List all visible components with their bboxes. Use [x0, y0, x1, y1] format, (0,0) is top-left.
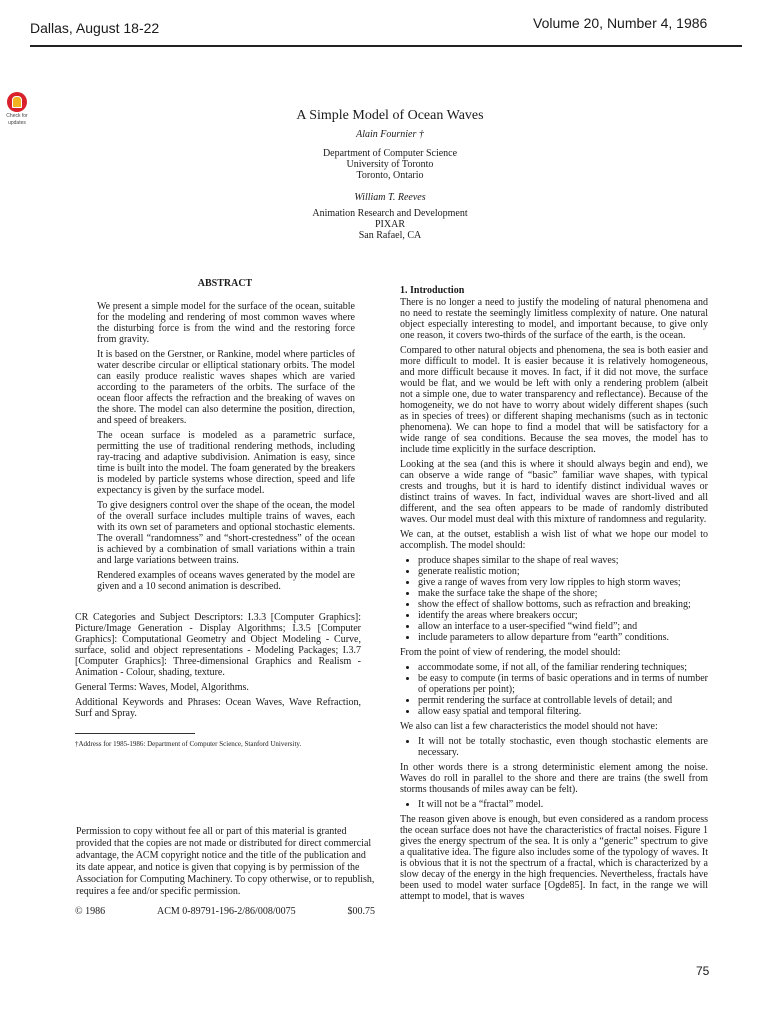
author-name: William T. Reeves: [354, 192, 426, 203]
affiliation-line: University of Toronto: [346, 159, 434, 170]
copyright-price: $00.75: [347, 906, 375, 917]
list-item: • give a range of waves from very low ripples to high storm waves;: [418, 577, 708, 588]
affiliation-line: Animation Research and Development: [312, 208, 468, 219]
list-item: • identify the areas where breakers occur;: [418, 610, 708, 621]
crossmark-icon: [7, 92, 27, 112]
list-item: • generate realistic motion;: [418, 566, 708, 577]
section-heading-introduction: 1. Introduction: [400, 285, 465, 296]
classification-block: [75, 612, 361, 723]
list-item: • make the surface take the shape of the shore;: [418, 588, 708, 599]
affiliation-line: Toronto, Ontario: [356, 170, 424, 181]
list-item: • It will not be a “fractal” model.: [418, 799, 708, 810]
intro-paragraph: There is no longer a need to justify the modeling of natural phenomena and no need to restate the seemingly limitless complexity of nature. One natural object especially interesting to model, and important because, to give only one reason, it covers two-thirds of the surface of the earth, is the ocean.: [400, 297, 708, 341]
paper-title: A Simple Model of Ocean Waves: [296, 108, 484, 123]
keywords: Additional Keywords and Phrases: Ocean Waves, Wave Refraction, Surf and Spray.: [75, 697, 361, 719]
wish-list: [400, 555, 708, 643]
running-header-right: Volume 20, Number 4, 1986: [533, 15, 708, 31]
page-number: 75: [696, 964, 710, 978]
abstract-paragraph: The ocean surface is modeled as a parametric surface, permitting the use of traditional rendering methods, including ray-tracing and adaptive subdivision. Animation is easy, since time is built into the model. The foam generated by the breakers is modeled by particle systems whose direction, speed and life expectancy is given by the surface model.: [97, 430, 355, 496]
abstract-paragraph: Rendered examples of oceans waves generated by the model are given and a 10 second animation is described.: [97, 570, 355, 592]
badge-label-2: updates: [8, 120, 26, 126]
running-header-left: Dallas, August 18-22: [30, 20, 160, 36]
check-for-updates-badge[interactable]: [5, 92, 29, 126]
list-item: • permit rendering the surface at controllable levels of detail; and: [418, 695, 708, 706]
permission-notice: Permission to copy without fee all or part of this material is granted provided that the copies are not made or distributed for direct commercial advantage, the ACM copyright notice and the title of the publication and its date appear, and notice is given that copying is by permission of the Association for Computing Machinery. To copy otherwise, or to republish, requires a fee and/or specific permission.: [76, 826, 375, 897]
affiliation-line: Department of Computer Science: [322, 148, 458, 159]
list-item: • produce shapes similar to the shape of real waves;: [418, 555, 708, 566]
intro-paragraph: Looking at the sea (and this is where it should always begin and end), we can observe a wide range of “basic” familiar wave shapes, with typical crests and troughs, but it is hard to identify distinct individual waves or distinct trains of waves. In fact, individual waves are short-lived and all different, and the sea often appears to be made of randomly distributed waves. Our model must deal with this mixture of randomness and regularity.: [400, 459, 708, 525]
abstract-heading: ABSTRACT: [197, 278, 253, 289]
affiliation-line: San Rafael, CA: [358, 230, 422, 241]
copyright-year: © 1986: [75, 906, 106, 917]
rendering-list: [400, 662, 708, 717]
author-name: Alain Fournier †: [356, 129, 424, 140]
list-item: • accommodate some, if not all, of the familiar rendering techniques;: [418, 662, 708, 673]
list-item: • show the effect of shallow bottoms, such as refraction and breaking;: [418, 599, 708, 610]
general-terms: General Terms: Waves, Model, Algorithms.: [75, 682, 249, 693]
intro-paragraph: From the point of view of rendering, the model should:: [400, 647, 621, 658]
abstract-paragraph: We present a simple model for the surface of the ocean, suitable for the modeling and rendering of most common waves where the disturbing force is from the wind and the restoring force from gravity.: [97, 301, 355, 345]
not-list: [400, 736, 708, 758]
footnote: †Address for 1985-1986: Department of Computer Science, Stanford University.: [75, 740, 302, 748]
list-item: • allow easy spatial and temporal filtering.: [418, 706, 708, 717]
intro-paragraph: We can, at the outset, establish a wish list of what we hope our model to accomplish. The model should:: [400, 529, 708, 551]
list-item: • include parameters to allow departure from “earth” conditions.: [418, 632, 708, 643]
abstract-body: [97, 301, 355, 596]
copyright-line: [75, 906, 375, 917]
footnote-rule: [75, 733, 195, 734]
abstract-paragraph: It is based on the Gerstner, or Rankine, model where particles of water describe circular or elliptical stationary orbits. The model can easily produce realistic waves shapes which are varied according to the parameters of the orbits. The surface of the ocean floor affects the refraction and the breaking of waves on the shore. The model can also determine the position, direction, and speed of breakers.: [97, 349, 355, 426]
not-list: [400, 799, 708, 810]
header-rule: [30, 45, 742, 47]
cr-categories: CR Categories and Subject Descriptors: I.3.3 [Computer Graphics]: Picture/Image Generation - Display Algorithms; I.3.5 [Computer Graphics]: Computational Geometry and Object Modeling - Curve, surface, solid and object representations - Modeling Packages; I.3.7 [Computer Graphics]: Three-dimensional Graphics and Realism - Animation - Colour, shading, texture.: [75, 612, 361, 678]
intro-paragraph: We also can list a few characteristics the model should not have:: [400, 721, 658, 732]
author-affiliation: [200, 148, 580, 181]
affiliation-line: PIXAR: [374, 219, 405, 230]
author-affiliation: [200, 208, 580, 241]
intro-paragraph: The reason given above is enough, but even considered as a random process the ocean surface does not have the characteristics of fractal noises. Figure 1 gives the energy spectrum of the sea. It is only a “generic” spectrum to give a qualitative idea. The figure also includes some of the typology of waves. It is obvious that it is not the spectrum of a fractal, which is characterized by a slow decay of the energy in the high frequencies. Nevertheless, fractals have been used to model water surface [Ogde85]. In fact, in the range we will attempt to model, that is waves: [400, 814, 708, 902]
badge-label-1: Check for: [6, 113, 28, 119]
list-item: • It will not be totally stochastic, even though stochastic elements are necessary.: [418, 736, 708, 758]
abstract-paragraph: To give designers control over the shape of the ocean, the model of the overall surface includes multiple trains of waves, each with its own set of parameters and optional stochastic elements. The overall “randomness” and “short-crestedness” of the ocean is achieved by a combination of small variations within a train and large variations between trains.: [97, 500, 355, 566]
intro-paragraph: In other words there is a strong deterministic element among the noise. Waves do roll in parallel to the shore and there are trains (the swell from storms thousands of miles away can be felt).: [400, 762, 708, 795]
list-item: • allow an interface to a user-specified “wind field”; and: [418, 621, 708, 632]
list-item: • be easy to compute (in terms of basic operations and in terms of number of operations per point);: [418, 673, 708, 695]
intro-paragraph: Compared to other natural objects and phenomena, the sea is both easier and more difficult to model. It is easier because it is relatively homogeneous, and more difficult because it moves. In fact, if it did not move, the surface would be flat, and we would be left with only a rendering problem (albeit not a simple one, due to water transparency and reflectance). Because of the homogeneity, we do not have to worry about widely different shapes (such as in species of trees) or different shaping mechanisms (such as in tectonic phenomena). We can hope to find a model that will be satisfactory for a wide range of sea conditions. Because the sea moves, the model has to include time explicitly in the surface description.: [400, 345, 708, 455]
introduction-body: [400, 297, 708, 906]
copyright-isbn: ACM 0-89791-196-2/86/008/0075: [157, 906, 296, 917]
